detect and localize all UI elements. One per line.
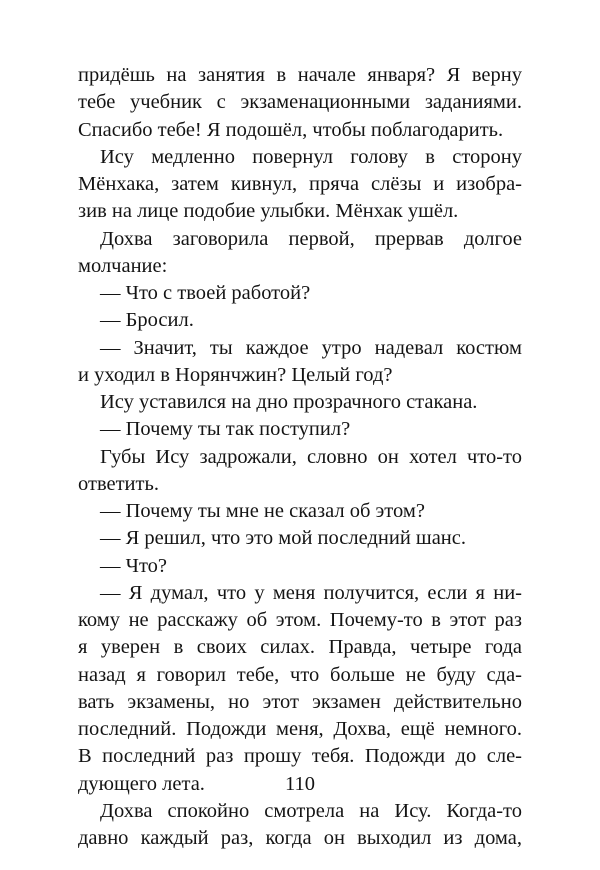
text-line: — Что?	[100, 554, 167, 577]
text-line: я уверен в своих силах. Правда, четыре года	[78, 636, 522, 659]
text-line: Ису медленно повернул голову в сторону	[100, 145, 522, 168]
text-line: Ису уставился на дно прозрачного стакана.	[100, 391, 478, 413]
text-line: дующего лета.	[78, 772, 205, 795]
text-line: зив на лице подобие улыбки. Мёнхак ушёл.	[78, 200, 459, 223]
text-line: кому не расскажу об этом. Почему-то в этот раз	[78, 609, 522, 631]
text-line: назад я говорил тебе, что больше не буду сда-	[78, 663, 522, 686]
text-line: давно каждый раз, когда он выходил из дома,	[78, 827, 522, 849]
text-line: Губы Ису задрожали, словно он хотел что-то	[100, 445, 522, 468]
text-line: ответить.	[78, 472, 159, 495]
text-line: — Почему ты так поступил?	[100, 418, 351, 441]
text-line: — Я решил, что это мой последний шанс.	[100, 527, 466, 550]
text-column	[78, 62, 522, 852]
text-line: Дохва заговорила первой, прервав долгое	[100, 227, 522, 250]
text-line: — Я думал, что у меня получится, если я ни-	[100, 581, 522, 604]
text-line: вать экзамены, но этот экзамен действительно	[78, 690, 522, 713]
text-line: — Значит, ты каждое утро надевал костюм	[100, 336, 522, 359]
text-line: Спасибо тебе! Я подошёл, чтобы поблагодарить.	[78, 118, 504, 141]
text-line: и уходил в Норянчжин? Целый год?	[78, 363, 393, 386]
text-line: В последний раз прошу тебя. Подожди до сле-	[78, 745, 522, 768]
text-line: — Что с твоей работой?	[100, 282, 311, 304]
page-number: 110	[285, 773, 315, 795]
text-line: придёшь на занятия в начале января? Я верну	[78, 64, 522, 86]
text-line: Дохва спокойно смотрела на Ису. Когда-то	[100, 799, 522, 822]
text-line: тебе учебник с экзаменационными заданиями.	[78, 91, 522, 114]
text-line: — Почему ты мне не сказал об этом?	[100, 500, 425, 522]
text-line: молчание:	[78, 254, 168, 277]
text-line: последний. Подожди меня, Дохва, ещё немного.	[78, 718, 522, 740]
text-line: Мёнхака, затем кивнул, пряча слёзы и изобра-	[78, 173, 522, 195]
text-line: — Бросил.	[100, 309, 194, 332]
